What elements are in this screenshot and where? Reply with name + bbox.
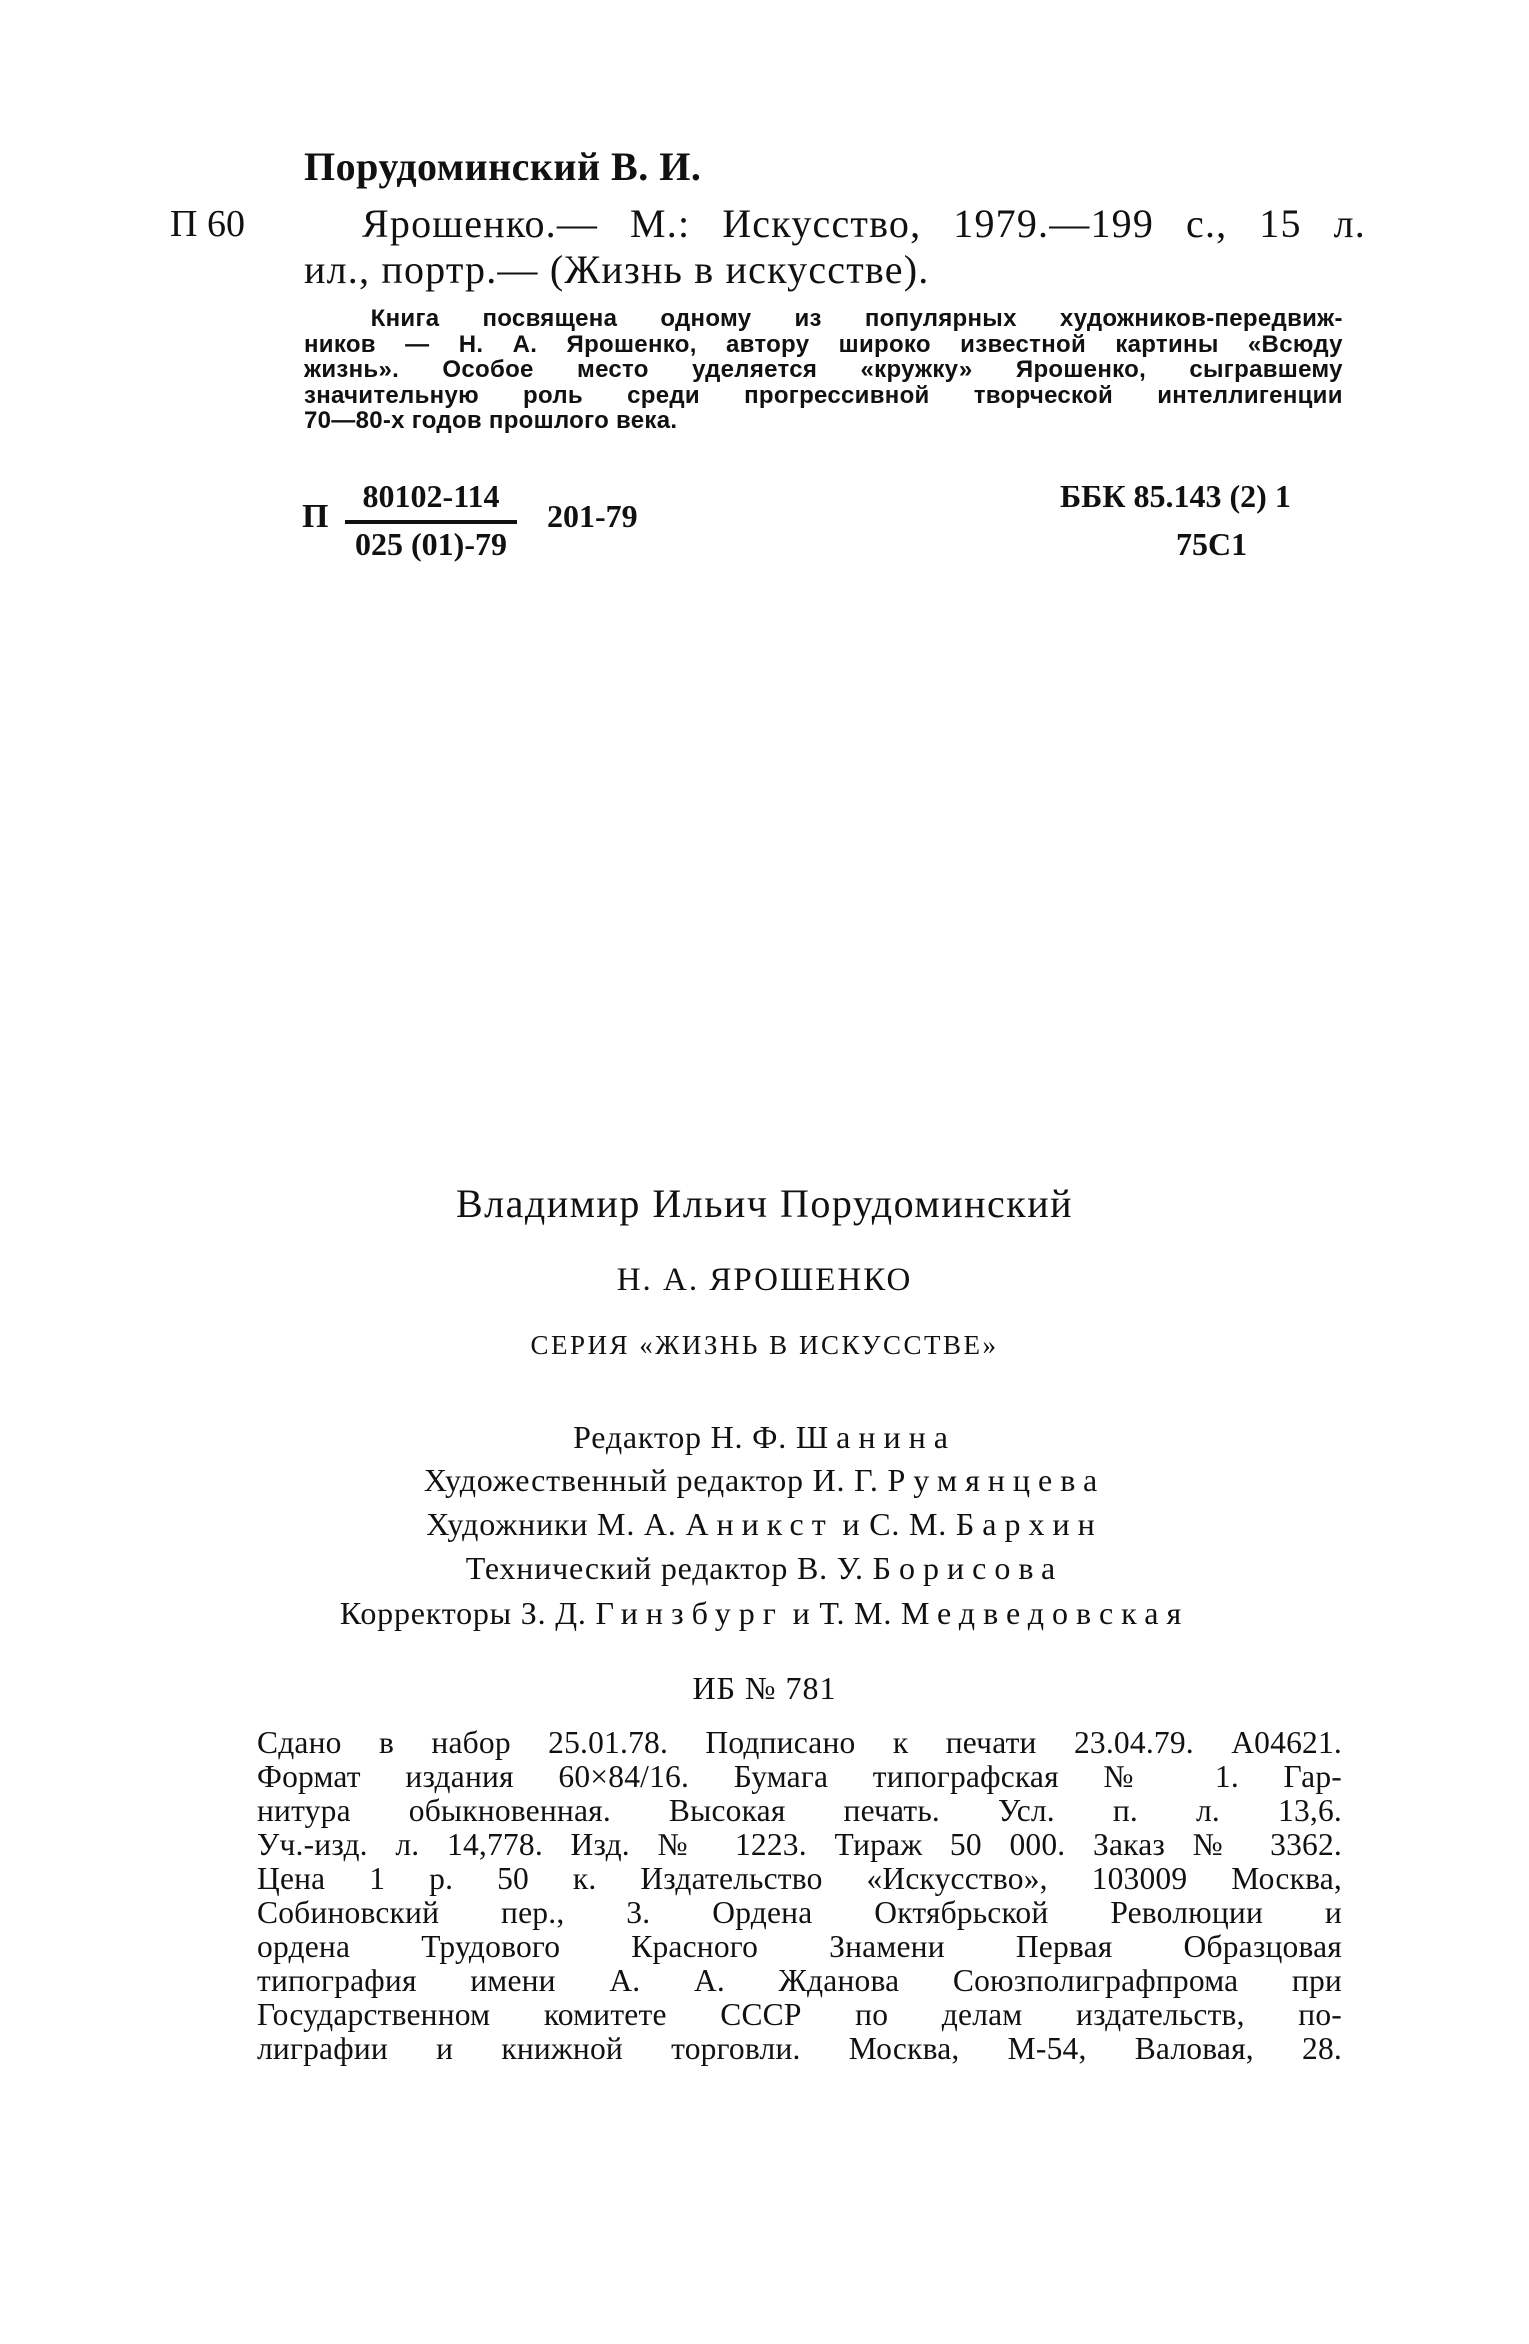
classification-code: 201-79 bbox=[547, 498, 638, 534]
author-full-name: Владимир Ильич Порудоминский bbox=[455, 1181, 1074, 1226]
credit-role: Художники М. А. bbox=[426, 1506, 677, 1542]
library-class-code: П 60 bbox=[170, 203, 245, 245]
author-heading: Порудоминский В. И. bbox=[304, 144, 702, 189]
imprint-line: нитура обыкновенная. Высокая печать. Усл. п. л. 13,6. bbox=[257, 1793, 1342, 1828]
imprint-line: Формат издания 60×84/16. Бумага типографская № 1. Гар- bbox=[257, 1759, 1342, 1794]
abstract-line: значительную роль среди прогрессивной творческой интеллигенции bbox=[304, 381, 1343, 409]
abstract-line: Книга посвящена одному из популярных художников-передвиж- bbox=[370, 305, 1343, 332]
imprint-block bbox=[257, 1726, 1342, 2066]
book-title: Н. А. ЯРОШЕНКО bbox=[616, 1262, 913, 1298]
credit-name: Бархин bbox=[955, 1506, 1103, 1542]
credit-proofreaders bbox=[0, 1595, 1529, 1632]
credit-role: Корректоры З. Д. bbox=[339, 1595, 587, 1631]
classification-numerator: 80102-114 bbox=[362, 478, 500, 514]
series-title: СЕРИЯ «ЖИЗНЬ В ИСКУССТВЕ» bbox=[530, 1330, 999, 1360]
imprint-line: Уч.-изд. л. 14,778. Изд. № 1223. Тираж 50 000. Заказ № 3362. bbox=[257, 1827, 1342, 1862]
credit-role: Технический редактор В. У. bbox=[465, 1550, 864, 1586]
abstract-line: жизнь». Особое место уделяется «кружку» Ярошенко, сыгравшему bbox=[304, 356, 1343, 383]
ib-number: ИБ № 781 bbox=[692, 1670, 837, 1706]
imprint-line: Государственном комитете СССР по делам издательств, по- bbox=[257, 1997, 1342, 2032]
credit-art-editor bbox=[0, 1462, 1529, 1499]
abstract-line: ников — Н. А. Ярошенко, автору широко известной картины «Всюду bbox=[304, 330, 1343, 358]
credit-name: Гинзбург bbox=[595, 1595, 784, 1631]
credit-name: Аникст bbox=[685, 1506, 834, 1542]
imprint-line: лиграфии и книжной торговли. Москва, М-54, Валовая, 28. bbox=[257, 2031, 1342, 2066]
book-abstract bbox=[304, 306, 1343, 434]
imprint-line: ордена Трудового Красного Знамени Первая Образцовая bbox=[257, 1929, 1342, 1964]
imprint-line: типография имени А. А. Жданова Союзполиграфпрома при bbox=[257, 1963, 1342, 1998]
bbk-author-sign: 75С1 bbox=[1176, 526, 1248, 562]
credit-role: Художественный редактор И. Г. bbox=[423, 1462, 879, 1498]
credit-role: Редактор Н. Ф. bbox=[573, 1419, 788, 1455]
bibliographic-line-2: ил., портр.— (Жизнь в искусстве). bbox=[304, 247, 930, 292]
imprint-line: Цена 1 р. 50 к. Издательство «Искусство», 103009 Москва, bbox=[257, 1861, 1342, 1896]
abstract-line: 70—80-х годов прошлого века. bbox=[304, 407, 678, 434]
classification-letter: П bbox=[302, 498, 329, 535]
credit-joiner: и С. М. bbox=[842, 1506, 948, 1542]
credit-technical-editor bbox=[0, 1550, 1529, 1587]
imprint-line: Сдано в набор 25.01.78. Подписано к печати 23.04.79. А04621. bbox=[257, 1725, 1342, 1760]
credit-joiner: и Т. М. bbox=[792, 1595, 893, 1631]
classification-denominator: 025 (01)-79 bbox=[355, 526, 507, 562]
bbk-index: ББК 85.143 (2) 1 bbox=[1060, 478, 1291, 514]
fraction-bar bbox=[345, 520, 517, 524]
credit-name: Борисова bbox=[872, 1550, 1064, 1586]
credit-artists bbox=[0, 1506, 1529, 1543]
imprint-line: Собиновский пер., 3. Ордена Октябрьской Революции и bbox=[257, 1895, 1342, 1930]
credit-name: Шанина bbox=[795, 1419, 956, 1455]
credit-editor bbox=[0, 1419, 1529, 1456]
credit-name: Медведовская bbox=[900, 1595, 1190, 1631]
credit-name: Румянцева bbox=[887, 1462, 1106, 1498]
bibliographic-line-1: Ярошенко.— М.: Искусство, 1979.—199 с., 15 л. bbox=[362, 201, 1366, 246]
